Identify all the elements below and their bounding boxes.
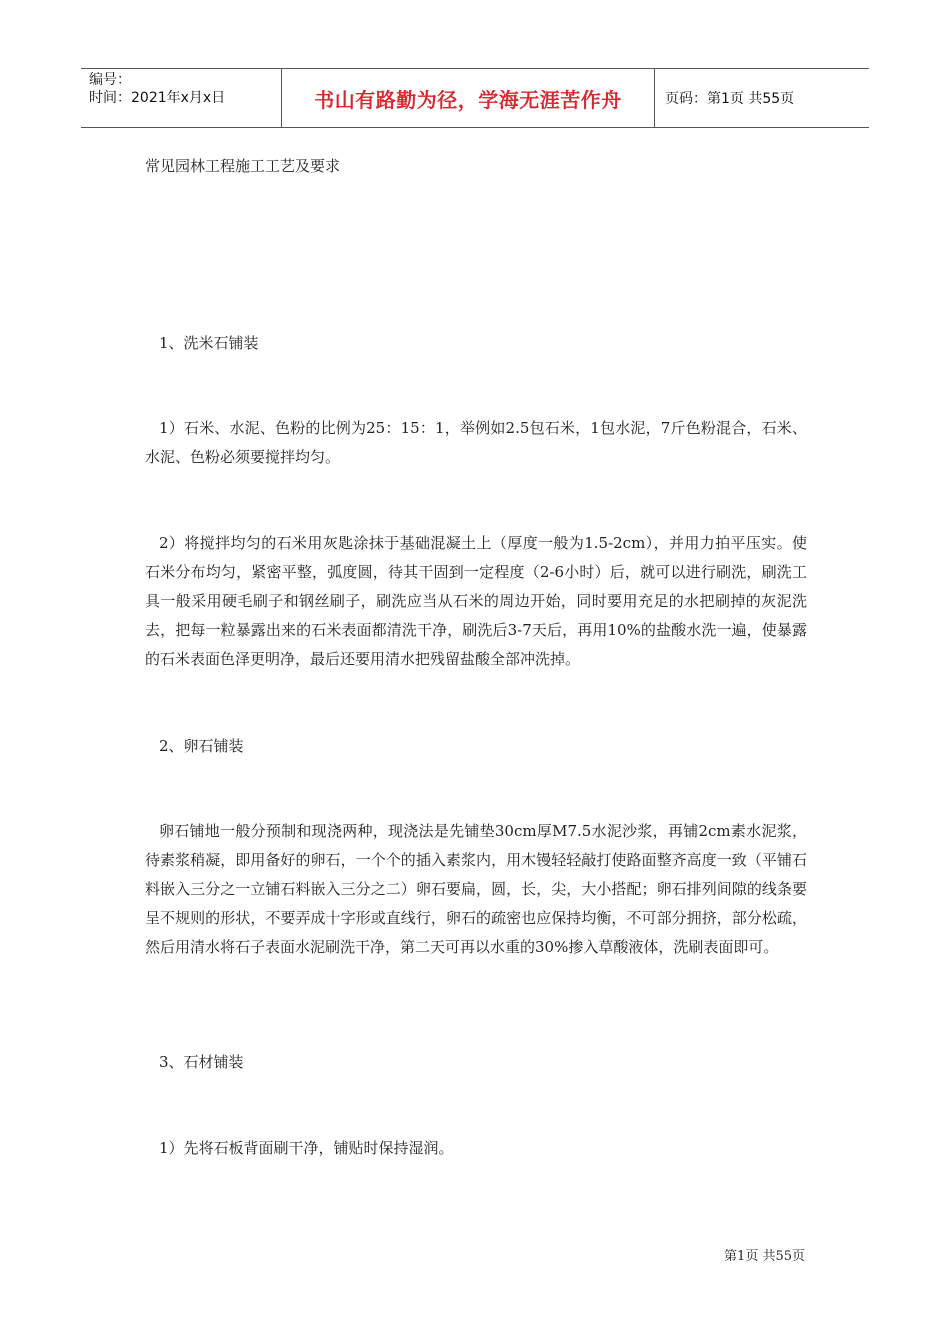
- paragraph: 卵石铺地一般分预制和现浇两种，现浇法是先铺垫30cm厚M7.5水泥沙浆，再铺2cm素水泥浆，待素浆稍凝，即用备好的卵石，一个个的插入素浆内，用木镘轻轻敲打使路面整齐高度一致（平铺石料嵌入三分之一立铺石料嵌入三分之二）卵石要扁，圆，长，尖，大小搭配；卵石排列间隙的线条要呈不规则的形状，不要弄成十字形或直线行，卵石的疏密也应保持均衡，不可部分拥挤，部分松疏，然后用清水将石子表面水泥刷洗干净，第二天可再以水重的30%掺入草酸液体，洗刷表面即可。: [145, 822, 807, 956]
- header-meta: [81, 69, 281, 127]
- date-label: 时间：2021年x月x日: [89, 90, 226, 106]
- header-motto: 书山有路勤为径，学海无涯苦作舟: [281, 69, 655, 127]
- page-header: [81, 68, 869, 128]
- paragraph: 1）石米、水泥、色粉的比例为25：15：1，举例如2.5包石米，1包水泥，7斤色粉混合，石米、水泥、色粉必须要搅拌均匀。: [145, 419, 807, 466]
- header-page-number: 页码：第1页 共55页: [665, 91, 795, 107]
- serial-number-label: 编号：: [89, 72, 131, 88]
- section-heading: 2、卵石铺装: [159, 737, 244, 755]
- page-footer: 第1页 共55页: [724, 1249, 805, 1264]
- paragraph: 2）将搅拌均匀的石米用灰匙涂抹于基础混凝土上（厚度一般为1.5-2cm），并用力拍平压实。使石米分布均匀，紧密平整，弧度圆，待其干固到一定程度（2-6小时）后，就可以进行刷洗，刷洗工具一般采用硬毛刷子和钢丝刷子，刷洗应当从石米的周边开始，同时要用充足的水把刷掉的灰泥洗去，把每一粒暴露出来的石米表面都清洗干净，刷洗后3-7天后，再用10%的盐酸水洗一遍，使暴露的石米表面色泽更明净，最后还要用清水把残留盐酸全部冲洗掉。: [145, 534, 807, 668]
- document-title: 常见园林工程施工工艺及要求: [145, 157, 341, 175]
- section-heading: 1、洗米石铺装: [159, 334, 259, 352]
- paragraph: 1）先将石板背面刷干净，铺贴时保持湿润。: [159, 1139, 454, 1157]
- section-heading: 3、石材铺装: [159, 1053, 244, 1071]
